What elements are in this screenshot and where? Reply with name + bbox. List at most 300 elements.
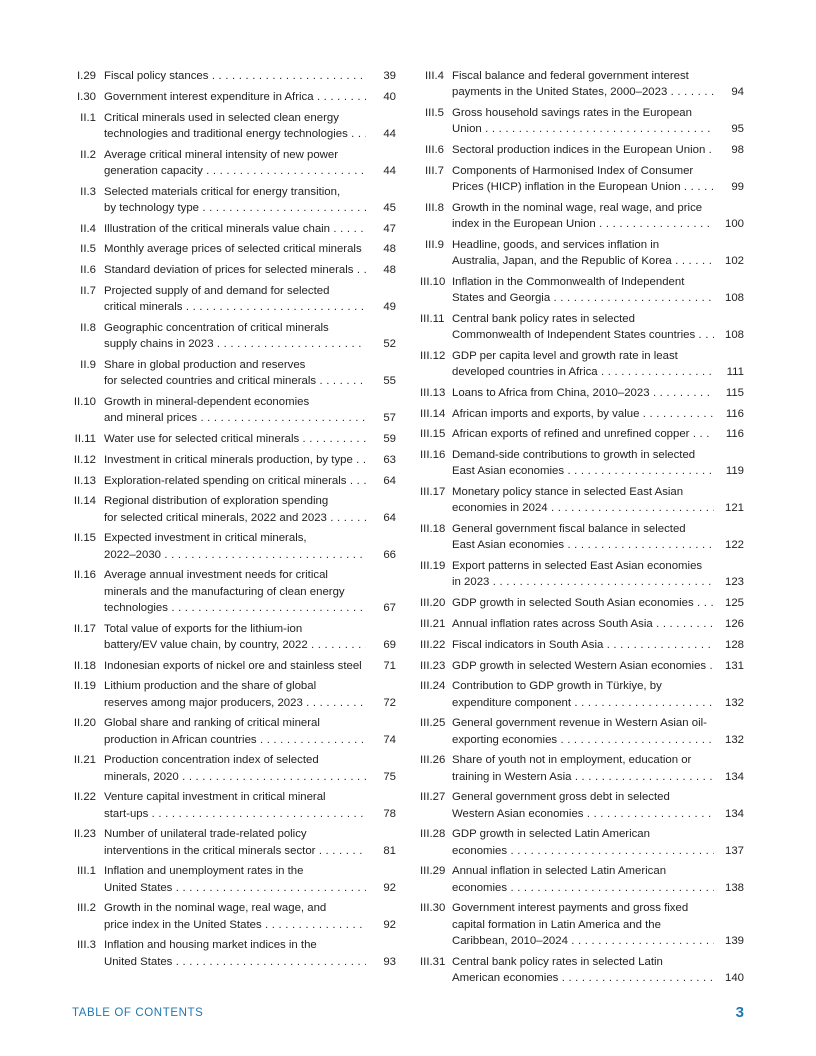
figure-title [104,357,366,389]
figure-title-line: production in African countries . . . [104,732,366,748]
figure-title-line: minerals and the manufacturing of clean energy [104,585,345,598]
figure-title-line: Inflation in the Commonwealth of Independent [452,275,685,288]
figure-title [452,105,714,137]
toc-column-left [72,68,396,974]
figure-title-line: Central bank policy rates in selected [452,312,635,325]
figure-title-line: Growth in mineral-dependent economies [104,395,310,408]
page-number: 75 [383,770,396,783]
footer-page-number: 3 [735,1004,744,1021]
page-number: 132 [724,733,744,746]
figure-number: III.8 [425,201,444,214]
toc-entry[interactable] [72,357,396,389]
figure-number: III.3 [77,939,96,952]
figure-title-line: for selected countries and critical minerals . . . [104,373,366,389]
figure-title [452,558,714,590]
figure-title-line: Demand-side contributions to growth in selected [452,449,696,462]
figure-title [452,484,714,516]
toc-entry[interactable] [420,637,744,653]
figure-title-line: Geographic concentration of critical minerals [104,321,329,334]
figure-number: II.3 [80,185,96,198]
figure-number: III.9 [425,238,444,251]
page-number: 67 [383,601,396,614]
figure-title [104,530,366,562]
figure-number: II.22 [73,791,96,804]
figure-title-line: Average annual investment needs for critical [104,569,328,582]
figure-title-line: Growth in the nominal wage, real wage, and price [452,201,703,214]
figure-number: III.6 [425,144,444,156]
toc-entry[interactable] [420,521,744,553]
toc-entry[interactable] [420,406,744,422]
page-number: 126 [724,617,744,630]
page-number: 48 [383,264,396,277]
figure-title-line: supply chains in 2023 . . . [104,336,366,352]
figure-number: II.18 [73,659,96,672]
toc-entry[interactable] [420,105,744,137]
page-number: 134 [724,807,744,820]
page-number: 81 [383,844,396,857]
figure-number: II.2 [80,148,96,161]
toc-entry[interactable] [72,394,396,426]
toc-entry[interactable] [72,863,396,895]
toc-entry[interactable] [420,348,744,380]
toc-entry[interactable] [420,558,744,590]
toc-entry[interactable] [72,241,396,257]
figure-title-line: Fiscal policy stances . . . [104,68,366,84]
figure-title [104,89,366,105]
figure-title-line: General government revenue in Western Asian oil- [452,717,707,730]
toc-entry[interactable] [72,752,396,784]
page-number: 44 [383,127,396,140]
figure-number: II.5 [80,243,96,256]
toc-entry[interactable] [72,789,396,821]
page-number: 93 [383,955,396,968]
figure-title-line: Caribbean, 2010–2024 . . . [452,933,714,949]
figure-number: II.8 [80,321,96,334]
toc-entry[interactable] [420,658,744,674]
figure-title-line: Number of unilateral trade-related policy [104,828,307,841]
figure-title-line: Export patterns in selected East Asian economies [452,560,703,573]
toc-entry[interactable] [72,678,396,710]
figure-number: II.13 [73,474,96,487]
page-number: 116 [725,428,744,441]
page-number: 128 [724,638,744,651]
page-number: 108 [724,292,744,304]
figure-number: III.24 [420,680,446,693]
figure-title-line: interventions in the critical minerals sector . . . [104,843,366,859]
figure-title-line: Prices (HICP) inflation in the European Union . . . [452,179,714,195]
toc-entry[interactable] [72,89,396,105]
figure-title-line: Growth in the nominal wage, real wage, and [104,902,327,915]
page-number: 45 [383,201,396,214]
figure-title-line: Selected materials critical for energy transition, [104,185,341,198]
figure-title [452,863,714,895]
figure-title-line: Standard deviation of prices for selected minerals . . . [104,262,366,278]
page-number: 99 [731,181,744,193]
page-number: 137 [724,844,744,857]
figure-number: II.21 [73,754,96,767]
figure-title-line: Central bank policy rates in selected Latin [452,955,663,968]
toc-entry[interactable] [420,752,744,784]
page-number: 139 [724,934,744,947]
toc-entry[interactable] [420,954,744,986]
figure-title-line: American economies . . . [452,970,714,986]
figure-number: III.11 [420,312,445,325]
toc-entry[interactable] [420,237,744,269]
toc-entry[interactable] [72,184,396,216]
figure-title-line: Indonesian exports of nickel ore and stainless steel . . . [104,658,366,674]
figure-title-line: economies in 2024 . . . [452,500,714,516]
figure-title-line: Australia, Japan, and the Republic of Korea . . . [452,253,714,269]
figure-title [104,826,366,858]
page-number: 69 [383,638,396,651]
figure-title [452,789,714,821]
toc-entry[interactable] [72,221,396,237]
figure-title [452,715,714,747]
figure-title [452,678,714,710]
toc-entry[interactable] [72,473,396,489]
page-number: 47 [383,222,396,235]
figure-title [104,567,366,616]
figure-title [452,595,714,611]
page-number: 140 [724,971,744,984]
figure-title-line: Annual inflation in selected Latin American [452,865,667,878]
figure-number: III.18 [420,523,446,536]
toc-entry[interactable] [420,715,744,747]
page-number: 66 [383,548,396,561]
figure-title-line: Production concentration index of selected [104,754,319,767]
toc-entry[interactable] [72,431,396,447]
figure-title [452,142,714,158]
toc-entry[interactable] [72,320,396,352]
page-number: 102 [724,255,744,267]
figure-title [104,789,366,821]
page-number: 59 [383,432,396,445]
toc-entry[interactable] [72,900,396,932]
page-number: 63 [383,453,396,466]
figure-title-line: GDP per capita level and growth rate in least [452,349,678,362]
toc-entry[interactable] [72,567,396,616]
figure-title-line: capital formation in Latin America and the [452,918,661,931]
figure-number: I.29 [77,70,96,82]
figure-title [104,900,366,932]
figure-title-line: Average critical mineral intensity of new power [104,148,339,161]
figure-title-line: General government fiscal balance in selected [452,523,686,536]
figure-title [452,900,714,949]
page-number: 40 [383,90,396,103]
page-number: 138 [724,881,744,894]
figure-number: II.20 [73,717,96,730]
figure-title [104,431,366,447]
figure-title [104,262,366,278]
page-number: 71 [383,659,396,672]
toc-entry[interactable] [420,163,744,195]
figure-title-line: minerals, 2020 . . . [104,769,366,785]
figure-title-line: Sectoral production indices in the European Union . . . [452,142,714,158]
figure-title-line: generation capacity . . . [104,163,366,179]
toc-entry[interactable] [72,262,396,278]
page-number: 74 [383,733,396,746]
figure-title-line: Government interest expenditure in Africa . . . [104,89,366,105]
toc-entry[interactable] [420,200,744,232]
figure-title-line: battery/EV value chain, by country, 2022 . . . [104,637,366,653]
figure-title-line: training in Western Asia . . . [452,769,714,785]
figure-title [104,658,366,674]
figure-title-line: by technology type . . . [104,200,366,216]
figure-title [104,863,366,895]
figure-title-line: Monthly average prices of selected critical minerals . . . [104,241,366,257]
toc-entry[interactable] [72,283,396,315]
figure-title [104,937,366,969]
figure-number: II.16 [73,569,96,582]
page-number: 94 [731,86,744,99]
figure-title-line: Commonwealth of Independent States countries . . . [452,327,714,343]
page-number: 121 [724,502,744,515]
toc-entry[interactable] [72,715,396,747]
figure-number: III.5 [425,107,444,119]
figure-title-line: payments in the United States, 2000–2023 . . . [452,84,714,100]
toc-entry[interactable] [420,426,744,442]
figure-title-line: Total value of exports for the lithium-ion [104,622,303,635]
figure-title [452,237,714,269]
page-number: 49 [383,301,396,314]
toc-entry[interactable] [72,452,396,468]
figure-title-line: Exploration-related spending on critical minerals . . . [104,473,366,489]
figure-number: III.28 [420,828,446,841]
figure-title-line: Water use for selected critical minerals . . . [104,431,366,447]
figure-title [452,658,714,674]
figure-title-line: Expected investment in critical minerals, [104,532,307,545]
page-number: 132 [724,696,744,709]
figure-title-line: Regional distribution of exploration spending [104,495,329,508]
figure-number: III.27 [420,791,446,804]
page-number: 57 [383,412,396,425]
figure-title [104,715,366,747]
page-number: 55 [383,375,396,388]
figure-title [452,311,714,343]
figure-title-line: exporting economies . . . [452,732,714,748]
figure-title [104,621,366,653]
figure-title-line: Lithium production and the share of global [104,680,317,693]
figure-title [452,826,714,858]
page-number: 72 [383,696,396,709]
figure-title-line: for selected critical minerals, 2022 and 2023 . . . [104,510,366,526]
page-number: 64 [383,511,396,524]
toc-entry[interactable] [72,658,396,674]
figure-title-line: GDP growth in selected South Asian economies . . . [452,595,714,611]
toc-entry[interactable] [420,678,744,710]
figure-number: II.6 [80,264,96,277]
figure-title-line: Global share and ranking of critical mineral [104,717,320,730]
figure-title [104,110,366,142]
page-number: 111 [726,366,744,378]
figure-number: II.9 [80,358,96,371]
figure-title-line: Illustration of the critical minerals value chain . . . [104,221,366,237]
figure-title-line: technologies and traditional energy technologies . . . [104,126,366,142]
figure-number: III.22 [420,638,446,651]
figure-title [104,283,366,315]
page-number: 125 [724,597,744,610]
figure-title-line: Fiscal indicators in South Asia . . . [452,637,714,653]
figure-title-line: Government interest payments and gross fixed [452,902,689,915]
figure-number: I.30 [77,90,96,103]
figure-number: II.11 [74,432,96,445]
figure-title-line: States and Georgia . . . [452,290,714,306]
figure-title-line: Projected supply of and demand for selected [104,284,330,297]
figure-number: III.21 [420,617,446,630]
figure-title-line: East Asian economies . . . [452,537,714,553]
figure-title [104,147,366,179]
figure-title [452,616,714,632]
figure-title-line: expenditure component . . . [452,695,714,711]
figure-title-line: Share of youth not in employment, education or [452,754,692,767]
figure-title [104,184,366,216]
figure-title [104,452,366,468]
toc-entry[interactable] [72,530,396,562]
figure-title-line: developed countries in Africa . . . [452,364,714,380]
figure-number: II.7 [80,284,96,297]
page-number: 78 [383,807,396,820]
figure-title-line: Contribution to GDP growth in Türkiye, by [452,680,662,693]
toc-entry[interactable] [72,147,396,179]
figure-number: III.14 [420,407,446,420]
figure-number: III.25 [420,717,446,730]
figure-number: II.10 [73,395,96,408]
toc-entry[interactable] [420,311,744,343]
page-number: 98 [731,144,744,156]
figure-title [452,68,714,100]
toc-entry[interactable] [72,937,396,969]
toc-column-right [420,68,744,991]
toc-entry[interactable] [420,789,744,821]
figure-title-line: Critical minerals used in selected clean energy [104,111,339,124]
figure-number: III.7 [425,164,444,177]
page-number: 39 [383,70,396,82]
figure-title-line: General government gross debt in selected [452,791,670,804]
page-number: 108 [724,329,744,341]
figure-title-line: economies . . . [452,880,714,896]
figure-title-line: Annual inflation rates across South Asia . . . [452,616,714,632]
toc-entry[interactable] [72,110,396,142]
figure-number: III.1 [77,865,96,878]
figure-title-line: start-ups . . . [104,806,366,822]
figure-title [452,200,714,232]
toc-entry[interactable] [420,863,744,895]
figure-title [452,385,714,401]
page-number: 52 [383,338,396,351]
figure-number: III.30 [420,902,446,915]
figure-title-line: technologies . . . [104,600,366,616]
figure-title [104,394,366,426]
figure-number: II.14 [73,495,96,508]
figure-title [104,493,366,525]
figure-title [104,320,366,352]
toc-entry[interactable] [420,274,744,306]
figure-title-line: GDP growth in selected Western Asian economies . . . [452,658,714,674]
footer-section-label: TABLE OF CONTENTS [72,1007,204,1019]
toc-entry[interactable] [420,484,744,516]
figure-title-line: reserves among major producers, 2023 . . . [104,695,366,711]
figure-title [104,68,366,84]
page-number: 119 [725,465,744,478]
figure-title [104,221,366,237]
page-number: 134 [724,770,744,783]
toc-entry[interactable] [72,621,396,653]
figure-number: II.15 [73,532,96,545]
figure-title-line: GDP growth in selected Latin American [452,828,650,841]
figure-title [452,426,714,442]
toc-entry[interactable] [420,385,744,401]
toc-entry[interactable] [72,493,396,525]
figure-title-line: Monetary policy stance in selected East Asian [452,486,684,499]
figure-number: II.12 [73,453,96,466]
figure-title-line: Investment in critical minerals production, by type . . . [104,452,366,468]
figure-title [104,678,366,710]
figure-title-line: United States . . . [104,880,366,896]
figure-title-line: price index in the United States . . . [104,917,366,933]
page-number: 92 [383,881,396,894]
toc-entry[interactable] [72,68,396,84]
figure-title-line: United States . . . [104,954,366,970]
figure-title-line: Fiscal balance and federal government interest [452,70,689,82]
toc-entry[interactable] [420,142,744,158]
toc-entry[interactable] [420,826,744,858]
toc-entry[interactable] [420,68,744,100]
figure-title-line: African exports of refined and unrefined copper . . . [452,426,714,442]
figure-title [452,637,714,653]
page-number: 48 [383,243,396,256]
figure-title-line: critical minerals . . . [104,299,366,315]
figure-title-line: and mineral prices . . . [104,410,366,426]
figure-title [452,348,714,380]
figure-number: III.26 [420,754,446,767]
figure-title-line: index in the European Union . . . [452,216,714,232]
figure-title [452,752,714,784]
figure-title-line: East Asian economies . . . [452,463,714,479]
figure-title-line: Union . . . [452,121,714,137]
figure-title-line: Headline, goods, and services inflation in [452,238,660,251]
toc-entry[interactable] [420,616,744,632]
figure-title-line: African imports and exports, by value . . . [452,406,714,422]
figure-title-line: economies . . . [452,843,714,859]
toc-entry[interactable] [420,900,744,949]
figure-title-line: Share in global production and reserves [104,358,306,371]
figure-number: II.23 [73,828,96,841]
figure-number: III.10 [420,275,446,288]
figure-title [452,163,714,195]
figure-number: III.20 [420,597,446,610]
figure-number: III.31 [420,955,446,968]
figure-title [452,447,714,479]
figure-title [104,241,366,257]
page-number: 64 [383,474,396,487]
figure-title-line: Loans to Africa from China, 2010–2023 . . . [452,385,714,401]
page-number: 100 [724,218,744,230]
page-number: 95 [731,123,744,136]
toc-entry[interactable] [72,826,396,858]
figure-number: III.23 [420,659,446,672]
toc-entry[interactable] [420,447,744,479]
figure-number: III.4 [425,70,444,82]
figure-number: II.19 [73,680,96,693]
page-number: 44 [383,164,396,177]
page-number: 116 [725,407,744,420]
page-number: 92 [383,918,396,931]
figure-title-line: Components of Harmonised Index of Consumer [452,164,694,177]
figure-number: III.15 [420,428,446,441]
figure-number: III.13 [420,386,446,399]
figure-title [104,473,366,489]
toc-entry[interactable] [420,595,744,611]
